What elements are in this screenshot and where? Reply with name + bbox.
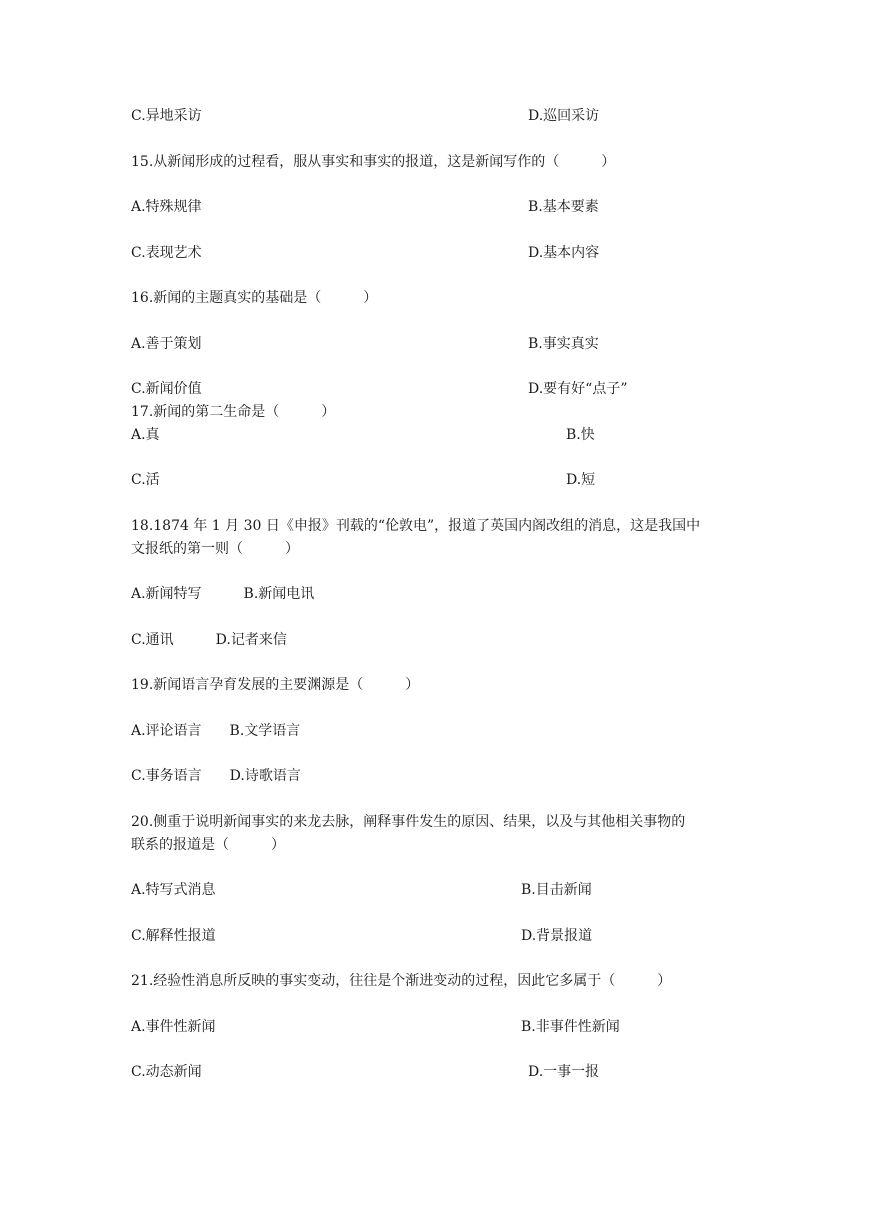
q18-options-cd: C.通讯 D.记者来信 xyxy=(131,632,287,648)
q15-option-a: A.特殊规律 xyxy=(131,199,202,215)
q20-option-b: B.目击新闻 xyxy=(521,882,592,898)
question-20-line-2: 联系的报道是（ ） xyxy=(131,837,285,853)
q16-option-c: C.新闻价值 xyxy=(131,381,202,397)
q15-option-d: D.基本内容 xyxy=(528,245,600,261)
q17-option-b: B.快 xyxy=(566,427,595,443)
q20-option-a: A.特写式消息 xyxy=(131,882,216,898)
question-19: 19.新闻语言孕育发展的主要渊源是（ ） xyxy=(131,677,420,693)
q21-option-a: A.事件性新闻 xyxy=(131,1019,216,1035)
q16-option-a: A.善于策划 xyxy=(131,336,202,352)
q17-option-a: A.真 xyxy=(131,427,160,443)
q16-option-d: D.要有好“点子” xyxy=(528,381,628,397)
q14-option-d: D.巡回采访 xyxy=(528,108,600,124)
q18-options-ab: A.新闻特写 B.新闻电讯 xyxy=(131,586,315,602)
q14-option-c: C.异地采访 xyxy=(131,108,202,124)
q21-option-d: D.一事一报 xyxy=(528,1064,600,1080)
question-20-line-1: 20.侧重于说明新闻事实的来龙去脉，阐释事件发生的原因、结果，以及与其他相关事物的 xyxy=(131,814,686,830)
question-21: 21.经验性消息所反映的事实变动，往往是个渐进变动的过程，因此它多属于（ ） xyxy=(131,973,672,989)
q16-option-b: B.事实真实 xyxy=(528,336,599,352)
q17-option-c: C.活 xyxy=(131,472,160,488)
q20-option-d: D.背景报道 xyxy=(521,928,593,944)
question-15: 15.从新闻形成的过程看，服从事实和事实的报道，这是新闻写作的（ ） xyxy=(131,154,616,170)
q19-options-ab: A.评论语言 B.文学语言 xyxy=(131,723,301,739)
question-18-line-1: 18.1874 年 1 月 30 日《申报》刊载的“伦敦电”，报道了英国内阁改组的消息，这是我国中 xyxy=(131,518,701,534)
q17-option-d: D.短 xyxy=(566,472,596,488)
q19-options-cd: C.事务语言 D.诗歌语言 xyxy=(131,768,301,784)
q15-option-b: B.基本要素 xyxy=(528,199,599,215)
q15-option-c: C.表现艺术 xyxy=(131,245,202,261)
question-16: 16.新闻的主题真实的基础是（ ） xyxy=(131,290,378,306)
q20-option-c: C.解释性报道 xyxy=(131,928,216,944)
question-18-line-2: 文报纸的第一则（ ） xyxy=(131,541,299,557)
q21-option-b: B.非事件性新闻 xyxy=(521,1019,620,1035)
question-17: 17.新闻的第二生命是（ ） xyxy=(131,404,336,420)
q21-option-c: C.动态新闻 xyxy=(131,1064,202,1080)
